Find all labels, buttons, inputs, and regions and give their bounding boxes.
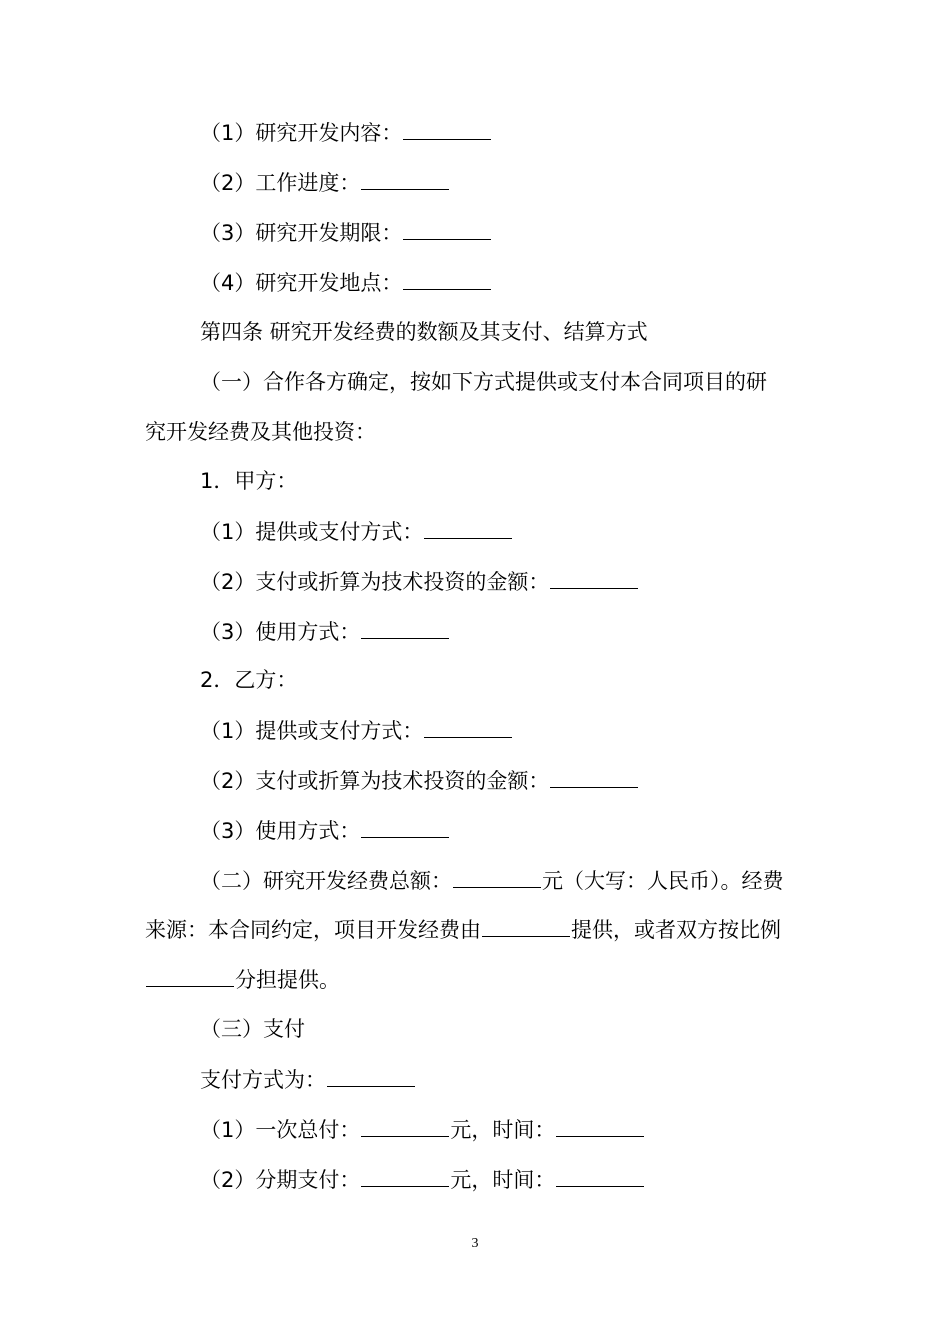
item-label: （1）研究开发内容：	[200, 121, 403, 145]
blank-field[interactable]	[403, 267, 491, 290]
blank-field[interactable]	[556, 1114, 644, 1137]
item-label: 元，时间：	[450, 1168, 556, 1192]
paragraph-text: 究开发经费及其他投资：	[145, 420, 376, 444]
item-label: 提供，或者双方按比例	[571, 918, 781, 942]
blank-field[interactable]	[550, 765, 638, 788]
item-label: （3）使用方式：	[200, 819, 361, 843]
item-label: （1）一次总付：	[200, 1118, 361, 1142]
blank-field[interactable]	[361, 1164, 449, 1187]
item-label: 元，时间：	[450, 1118, 556, 1142]
party-a-payment-method	[200, 516, 865, 547]
item-research-content	[200, 117, 865, 148]
blank-field[interactable]	[453, 865, 541, 888]
item-research-period	[200, 217, 865, 248]
party-b-heading	[200, 665, 865, 695]
blank-field[interactable]	[424, 516, 512, 539]
blank-field[interactable]	[424, 715, 512, 738]
total-funding-line-1	[200, 865, 865, 896]
item-label: （1）提供或支付方式：	[200, 719, 424, 743]
item-label: （3）研究开发期限：	[200, 221, 403, 245]
item-label: 元（大写：人民币）。经费	[542, 869, 784, 893]
party-a-heading	[200, 466, 865, 496]
item-label: （2）工作进度：	[200, 171, 361, 195]
heading-text: 2．乙方：	[200, 668, 298, 692]
clause-one-line-1	[200, 367, 865, 397]
blank-field[interactable]	[556, 1164, 644, 1187]
party-b-usage	[200, 815, 865, 846]
heading-text: （三）支付	[200, 1017, 305, 1041]
paragraph-text: （一）合作各方确定，按如下方式提供或支付本合同项目的研	[200, 370, 767, 394]
blank-field[interactable]	[327, 1064, 415, 1087]
blank-field[interactable]	[403, 117, 491, 140]
article-four-heading	[200, 317, 865, 347]
page-number: 3	[471, 1236, 479, 1251]
heading-text: 1．甲方：	[200, 469, 298, 493]
party-a-investment-amount	[200, 566, 865, 597]
item-label: 支付方式为：	[200, 1068, 326, 1092]
total-funding-line-3	[145, 964, 810, 995]
item-label: （1）提供或支付方式：	[200, 520, 424, 544]
party-b-investment-amount	[200, 765, 865, 796]
total-funding-line-2	[145, 914, 810, 945]
blank-field[interactable]	[361, 167, 449, 190]
lump-sum-payment	[200, 1114, 865, 1145]
heading-text: 第四条 研究开发经费的数额及其支付、结算方式	[200, 320, 648, 344]
blank-field[interactable]	[550, 566, 638, 589]
item-work-progress	[200, 167, 865, 198]
party-b-payment-method	[200, 715, 865, 746]
blank-field[interactable]	[403, 217, 491, 240]
blank-field[interactable]	[361, 815, 449, 838]
payment-heading	[200, 1014, 865, 1044]
item-label: （2）支付或折算为技术投资的金额：	[200, 570, 550, 594]
party-a-usage	[200, 616, 865, 647]
clause-one-line-2	[145, 417, 810, 447]
installment-payment	[200, 1164, 865, 1195]
blank-field[interactable]	[361, 1114, 449, 1137]
item-label: （二）研究开发经费总额：	[200, 869, 452, 893]
blank-field[interactable]	[146, 964, 234, 987]
item-label: （2）支付或折算为技术投资的金额：	[200, 769, 550, 793]
payment-method	[200, 1064, 865, 1095]
item-label: （2）分期支付：	[200, 1168, 361, 1192]
blank-field[interactable]	[482, 914, 570, 937]
item-label: 来源：本合同约定，项目开发经费由	[145, 918, 481, 942]
item-research-location	[200, 267, 865, 298]
item-label: 分担提供。	[235, 968, 340, 992]
blank-field[interactable]	[361, 616, 449, 639]
item-label: （3）使用方式：	[200, 620, 361, 644]
item-label: （4）研究开发地点：	[200, 271, 403, 295]
